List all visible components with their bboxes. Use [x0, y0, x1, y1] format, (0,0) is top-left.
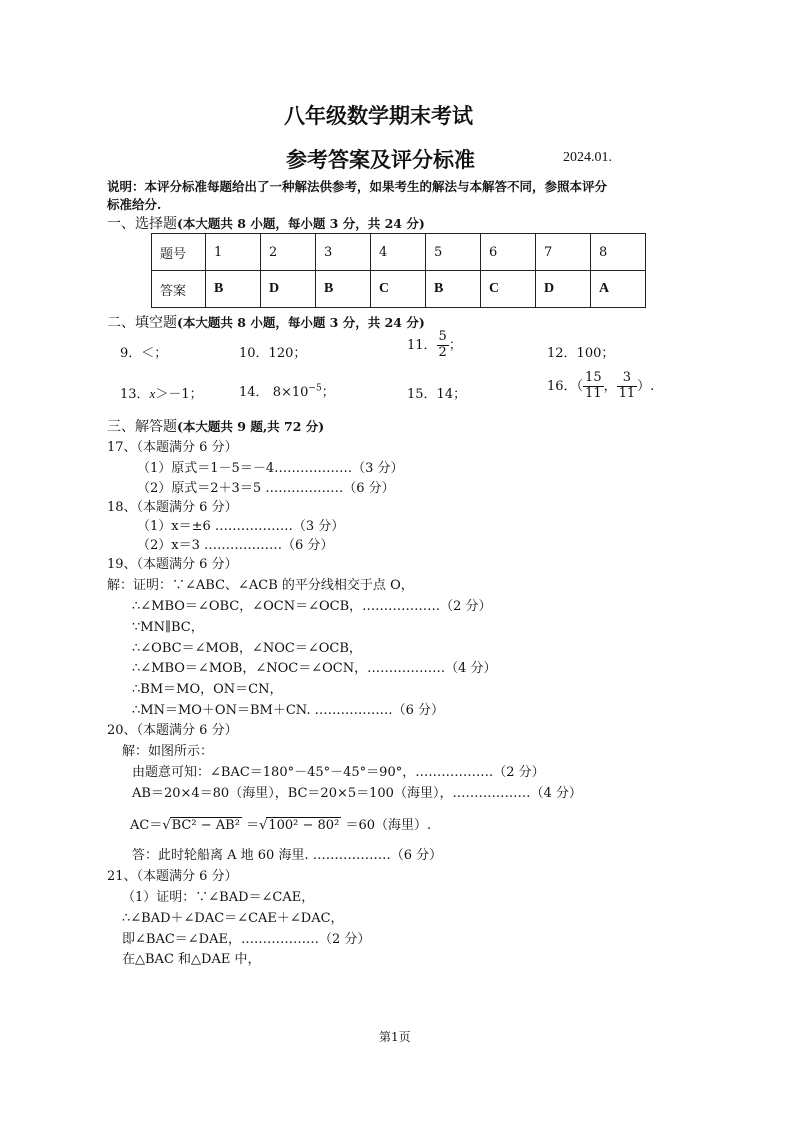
row-label-answer: 答案	[152, 271, 206, 308]
answer-cell: B	[316, 271, 371, 308]
answer-cell: C	[371, 271, 426, 308]
table-cell: 8	[591, 234, 646, 271]
section3-heading	[107, 416, 324, 436]
page-title: 八年级数学期末考试	[284, 104, 473, 128]
q11-end: ；	[448, 337, 462, 353]
q21-line2: ∴∠BAD＋∠DAC＝∠CAE＋∠DAC，	[122, 911, 344, 926]
q14-end: ；	[321, 385, 335, 400]
q19-line5: ∴∠MBO＝∠MOB，∠NOC＝∠OCN，………………（4 分）	[132, 661, 497, 676]
radicand-1: BC² − AB²	[171, 818, 240, 833]
sqrt-sign-icon: √	[162, 818, 171, 833]
q13-rest: ＞－1；	[155, 387, 203, 402]
q16-end: ）.	[637, 378, 655, 394]
q14-label: 14．	[239, 385, 269, 400]
formula-equals: ＝	[246, 818, 260, 833]
section3-info: (本大题共 9 题,共 72 分)	[177, 419, 325, 434]
row-label-number: 题号	[152, 234, 206, 271]
q20-heading: 20、（本题满分 6 分）	[107, 723, 238, 738]
q17-part1: （1）原式＝1－5＝－4………………（3 分）	[137, 461, 404, 476]
q14-exponent: −5	[308, 383, 322, 394]
q13-variable: x	[149, 386, 156, 401]
table-row-numbers	[152, 234, 646, 271]
q20-line3: AB＝20×4＝80（海里），BC＝20×5＝100（海里），………………（4 分）	[132, 786, 582, 801]
page-subtitle: 参考答案及评分标准	[286, 148, 475, 172]
answer-q9: 9．＜；	[120, 346, 168, 361]
section2-info: (本大题共 8 小题，每小题 3 分，共 24 分)	[177, 315, 425, 330]
q19-line2: ∴∠MBO＝∠OBC，∠OCN＝∠OCB，………………（2 分）	[132, 599, 492, 614]
q21-line4: 在△BAC 和△DAE 中，	[122, 952, 261, 967]
q16-denominator-2: 11	[618, 385, 636, 401]
formula-result: ＝60（海里）.	[345, 818, 432, 833]
answer-q16	[547, 371, 654, 402]
q16-fraction-1	[583, 371, 604, 402]
section2-title: 二、填空题	[107, 315, 177, 331]
q19-line1: 解：证明：∵∠ABC、∠ACB 的平分线相交于点 O，	[107, 578, 414, 593]
q11-label: 11．	[407, 337, 437, 353]
q18-part2: （2）x＝3 ………………（6 分）	[137, 538, 334, 553]
q20-answer: 答：此时轮船离 A 地 60 海里. ………………（6 分）	[132, 848, 443, 863]
answer-cell: D	[536, 271, 591, 308]
q18-heading: 18、（本题满分 6 分）	[107, 500, 238, 515]
section2-heading	[107, 312, 425, 332]
q21-line3: 即∠BAC＝∠DAE，………………（2 分）	[122, 932, 371, 947]
q20-formula	[130, 814, 431, 833]
sqrt-sign-icon: √	[259, 818, 268, 833]
table-cell: 2	[261, 234, 316, 271]
table-cell: 1	[206, 234, 261, 271]
note-line-1: 说明：本评分标准每题给出了一种解法供参考，如果考生的解法与本解答不同，参照本评分	[107, 179, 608, 194]
radicand-2: 100² − 80²	[268, 818, 340, 833]
answer-q13	[120, 383, 203, 402]
q11-numerator: 5	[438, 329, 447, 344]
section1-info: (本大题共 8 小题，每小题 3 分，共 24 分)	[177, 216, 425, 231]
answer-cell: B	[426, 271, 481, 308]
answer-q14	[239, 381, 335, 400]
answer-q15: 15．14；	[407, 387, 467, 402]
formula-prefix: AC＝	[130, 818, 163, 833]
q16-numerator-1: 15	[585, 370, 602, 385]
table-cell: 6	[481, 234, 536, 271]
q18-part1: （1）x＝±6 ………………（3 分）	[137, 519, 345, 534]
table-cell: 3	[316, 234, 371, 271]
q14-base: 8×10	[272, 385, 309, 400]
answer-q11	[407, 330, 462, 361]
q13-label: 13．	[120, 387, 150, 402]
answer-cell: B	[206, 271, 261, 308]
table-cell: 7	[536, 234, 591, 271]
section3-title: 三、解答题	[107, 419, 177, 435]
q21-heading: 21、（本题满分 6 分）	[107, 869, 238, 884]
answer-table	[151, 233, 646, 308]
answer-q12: 12．100；	[547, 346, 615, 361]
q19-heading: 19、（本题满分 6 分）	[107, 557, 238, 572]
q17-part2: （2）原式＝2＋3＝5 ………………（6 分）	[137, 481, 395, 496]
q20-line1: 解：如图所示：	[122, 744, 214, 759]
q16-separator: ，	[603, 378, 617, 394]
q11-fraction	[437, 330, 449, 361]
answer-q10: 10．120；	[239, 346, 307, 361]
q19-line3: ∵MN∥BC，	[132, 620, 204, 635]
page-number: 第1页	[379, 1030, 411, 1044]
q19-line4: ∴∠OBC＝∠MOB，∠NOC＝∠OCB，	[132, 641, 362, 656]
q17-heading: 17、（本题满分 6 分）	[107, 440, 238, 455]
q16-denominator-1: 11	[585, 385, 602, 401]
q19-line7: ∴MN＝MO＋ON＝BM＋CN. ………………（6 分）	[132, 703, 444, 718]
section1-title: 一、选择题	[107, 216, 177, 232]
table-cell: 4	[371, 234, 426, 271]
exam-date: 2024.01.	[563, 150, 612, 165]
answer-cell: D	[261, 271, 316, 308]
q11-denominator: 2	[438, 344, 447, 360]
q20-line2: 由题意可知：∠BAC＝180°－45°－45°＝90°，………………（2 分）	[132, 765, 545, 780]
q16-fraction-2	[617, 371, 638, 402]
q16-label: 16．（	[547, 378, 584, 394]
table-row-answers	[152, 271, 646, 308]
note-line-2: 标准给分.	[107, 197, 162, 212]
answer-cell: C	[481, 271, 536, 308]
q19-line6: ∴BM＝MO，ON＝CN，	[132, 682, 283, 697]
section1-heading	[107, 213, 425, 233]
q16-numerator-2: 3	[617, 371, 638, 387]
answer-cell: A	[591, 271, 646, 308]
table-cell: 5	[426, 234, 481, 271]
q21-line1: （1）证明：∵∠BAD＝∠CAE，	[122, 890, 315, 905]
